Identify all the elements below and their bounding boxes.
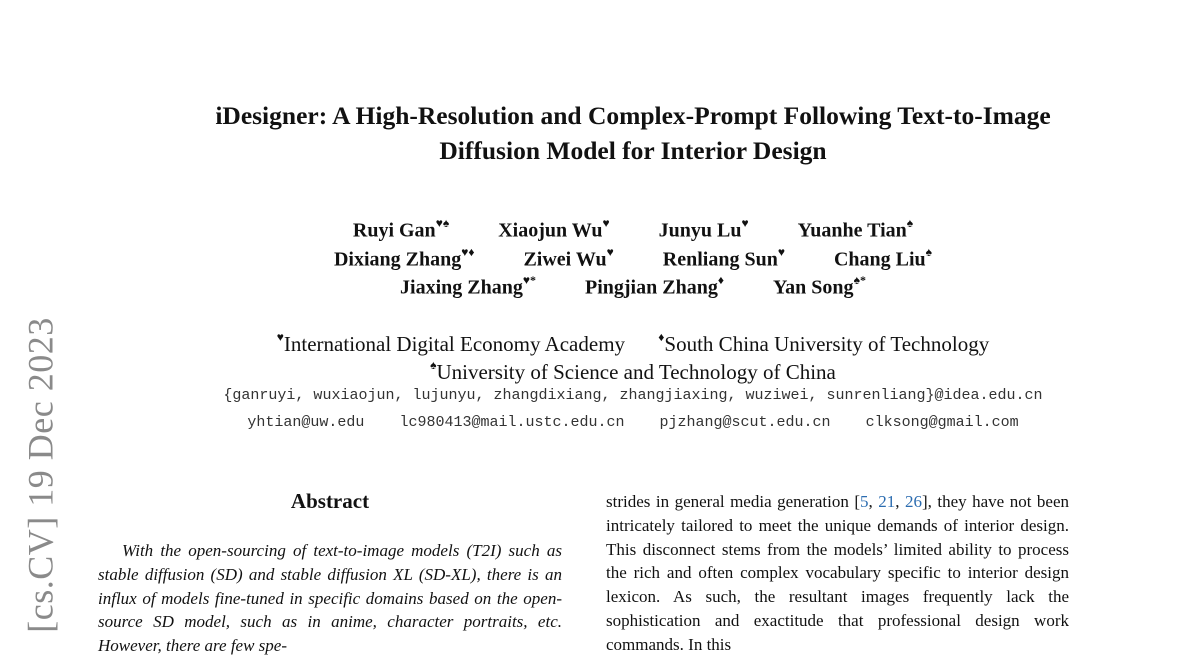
author-affiliation-marks: ♥♠: [435, 216, 450, 230]
affiliation-mark: ♥: [276, 330, 284, 344]
author-affiliation-marks: ♥*: [522, 273, 536, 287]
author: [498, 212, 609, 244]
author-name: Renliang Sun: [662, 248, 778, 271]
citation-link[interactable]: 5: [860, 492, 869, 511]
author-row-2: [100, 241, 1166, 273]
author-name: Xiaojun Wu: [498, 219, 603, 242]
email-row-1: [100, 385, 1166, 407]
email-address: pjzhang@scut.edu.cn: [659, 414, 831, 431]
affiliation-row-2: [100, 353, 1166, 386]
affiliation: [430, 353, 836, 386]
author-affiliation-marks: ♠: [925, 245, 933, 259]
author-affiliation-marks: ♥♦: [461, 245, 475, 259]
citation-link[interactable]: 21: [878, 492, 896, 511]
author: [834, 241, 932, 273]
author: [773, 269, 866, 301]
author-name: Pingjian Zhang: [585, 276, 718, 299]
affiliation-mark: ♦: [658, 330, 665, 344]
author-affiliation-marks: ♥: [741, 216, 749, 230]
citation-link[interactable]: 26: [904, 492, 922, 511]
body-text: ], they have not been intricately tailored to meet the unique demands of interior design. This disconnect stems from the models’ limited ability to process the rich and often complex vocabulary specific to interior design lexicon. As such, the resultant images frequently lack the sophistication and exactitude that professional design work commands. In this: [606, 492, 1069, 654]
author: [334, 241, 475, 273]
author: [798, 212, 914, 244]
author-affiliation-marks: ♦: [717, 273, 724, 287]
author-name: Ziwei Wu: [523, 248, 607, 271]
author-name: Dixiang Zhang: [333, 248, 462, 271]
author-affiliation-marks: ♥: [602, 216, 610, 230]
author: [400, 269, 536, 301]
abstract-text: With the open-sourcing of text-to-image models (T2I) such as stable diffusion (SD) and stable diffusion XL (SD-XL), there is an influx of models fine-tuned in specific domains based on the open-source SD model, such as in anime, character portraits, etc. However, there are few spe-: [98, 541, 562, 656]
affiliation-name: International Digital Economy Academy: [283, 332, 626, 356]
author-name: Jiaxing Zhang: [400, 276, 523, 299]
right-column-text: strides in general media generation [5, 21, 26], they have not been intricately tailored to meet the unique demands of interior design. This disconnect stems from the models’ limited ability to process the rich and often complex vocabulary specific to interior design lexicon. As such, the resultant images frequently lack the sophistication and exactitude that professional design work commands. In this: [606, 492, 1069, 654]
author-row-3: [100, 269, 1166, 301]
affiliation-name: South China University of Technology: [664, 332, 990, 356]
body-text: strides in general media generation [: [606, 492, 860, 511]
author-row-1: [100, 212, 1166, 244]
author-affiliation-marks: ♥: [606, 245, 614, 259]
group-email: {ganruyi, wuxiaojun, lujunyu, zhangdixiang, zhangjiaxing, wuziwei, sunrenliang}@idea.edu.cn: [223, 387, 1043, 404]
email-address: clksong@gmail.com: [865, 414, 1019, 431]
title-line-2: Diffusion Model for Interior Design: [439, 136, 827, 165]
arxiv-identifier-text: [cs.CV] 19 Dec 2023: [21, 317, 61, 633]
author: [523, 241, 613, 273]
author-affiliation-marks: ♠: [906, 216, 914, 230]
abstract-heading: Abstract: [290, 489, 370, 513]
author-name: Junyu Lu: [658, 219, 742, 242]
affiliation-name: University of Science and Technology of China: [436, 360, 836, 384]
email-address: yhtian@uw.edu: [247, 414, 365, 431]
author-affiliation-marks: ♠*: [853, 273, 866, 287]
title-line-1: iDesigner: A High-Resolution and Complex-Prompt Following Text-to-Image: [215, 101, 1051, 130]
email-address: lc980413@mail.ustc.edu.cn: [399, 414, 625, 431]
arxiv-identifier-stamp: [13, 302, 69, 648]
author: [659, 212, 749, 244]
author-name: Ruyi Gan: [352, 219, 436, 242]
author-name: Chang Liu: [833, 248, 926, 271]
author: [353, 212, 449, 244]
author: [663, 241, 785, 273]
author-affiliation-marks: ♥: [777, 245, 785, 259]
affiliation-mark: ♠: [430, 358, 437, 372]
author-name: Yan Song: [772, 276, 854, 299]
author: [585, 269, 724, 301]
author-name: Yuanhe Tian: [797, 219, 907, 242]
paper-title: [100, 98, 1166, 168]
email-row-2: [100, 412, 1166, 434]
